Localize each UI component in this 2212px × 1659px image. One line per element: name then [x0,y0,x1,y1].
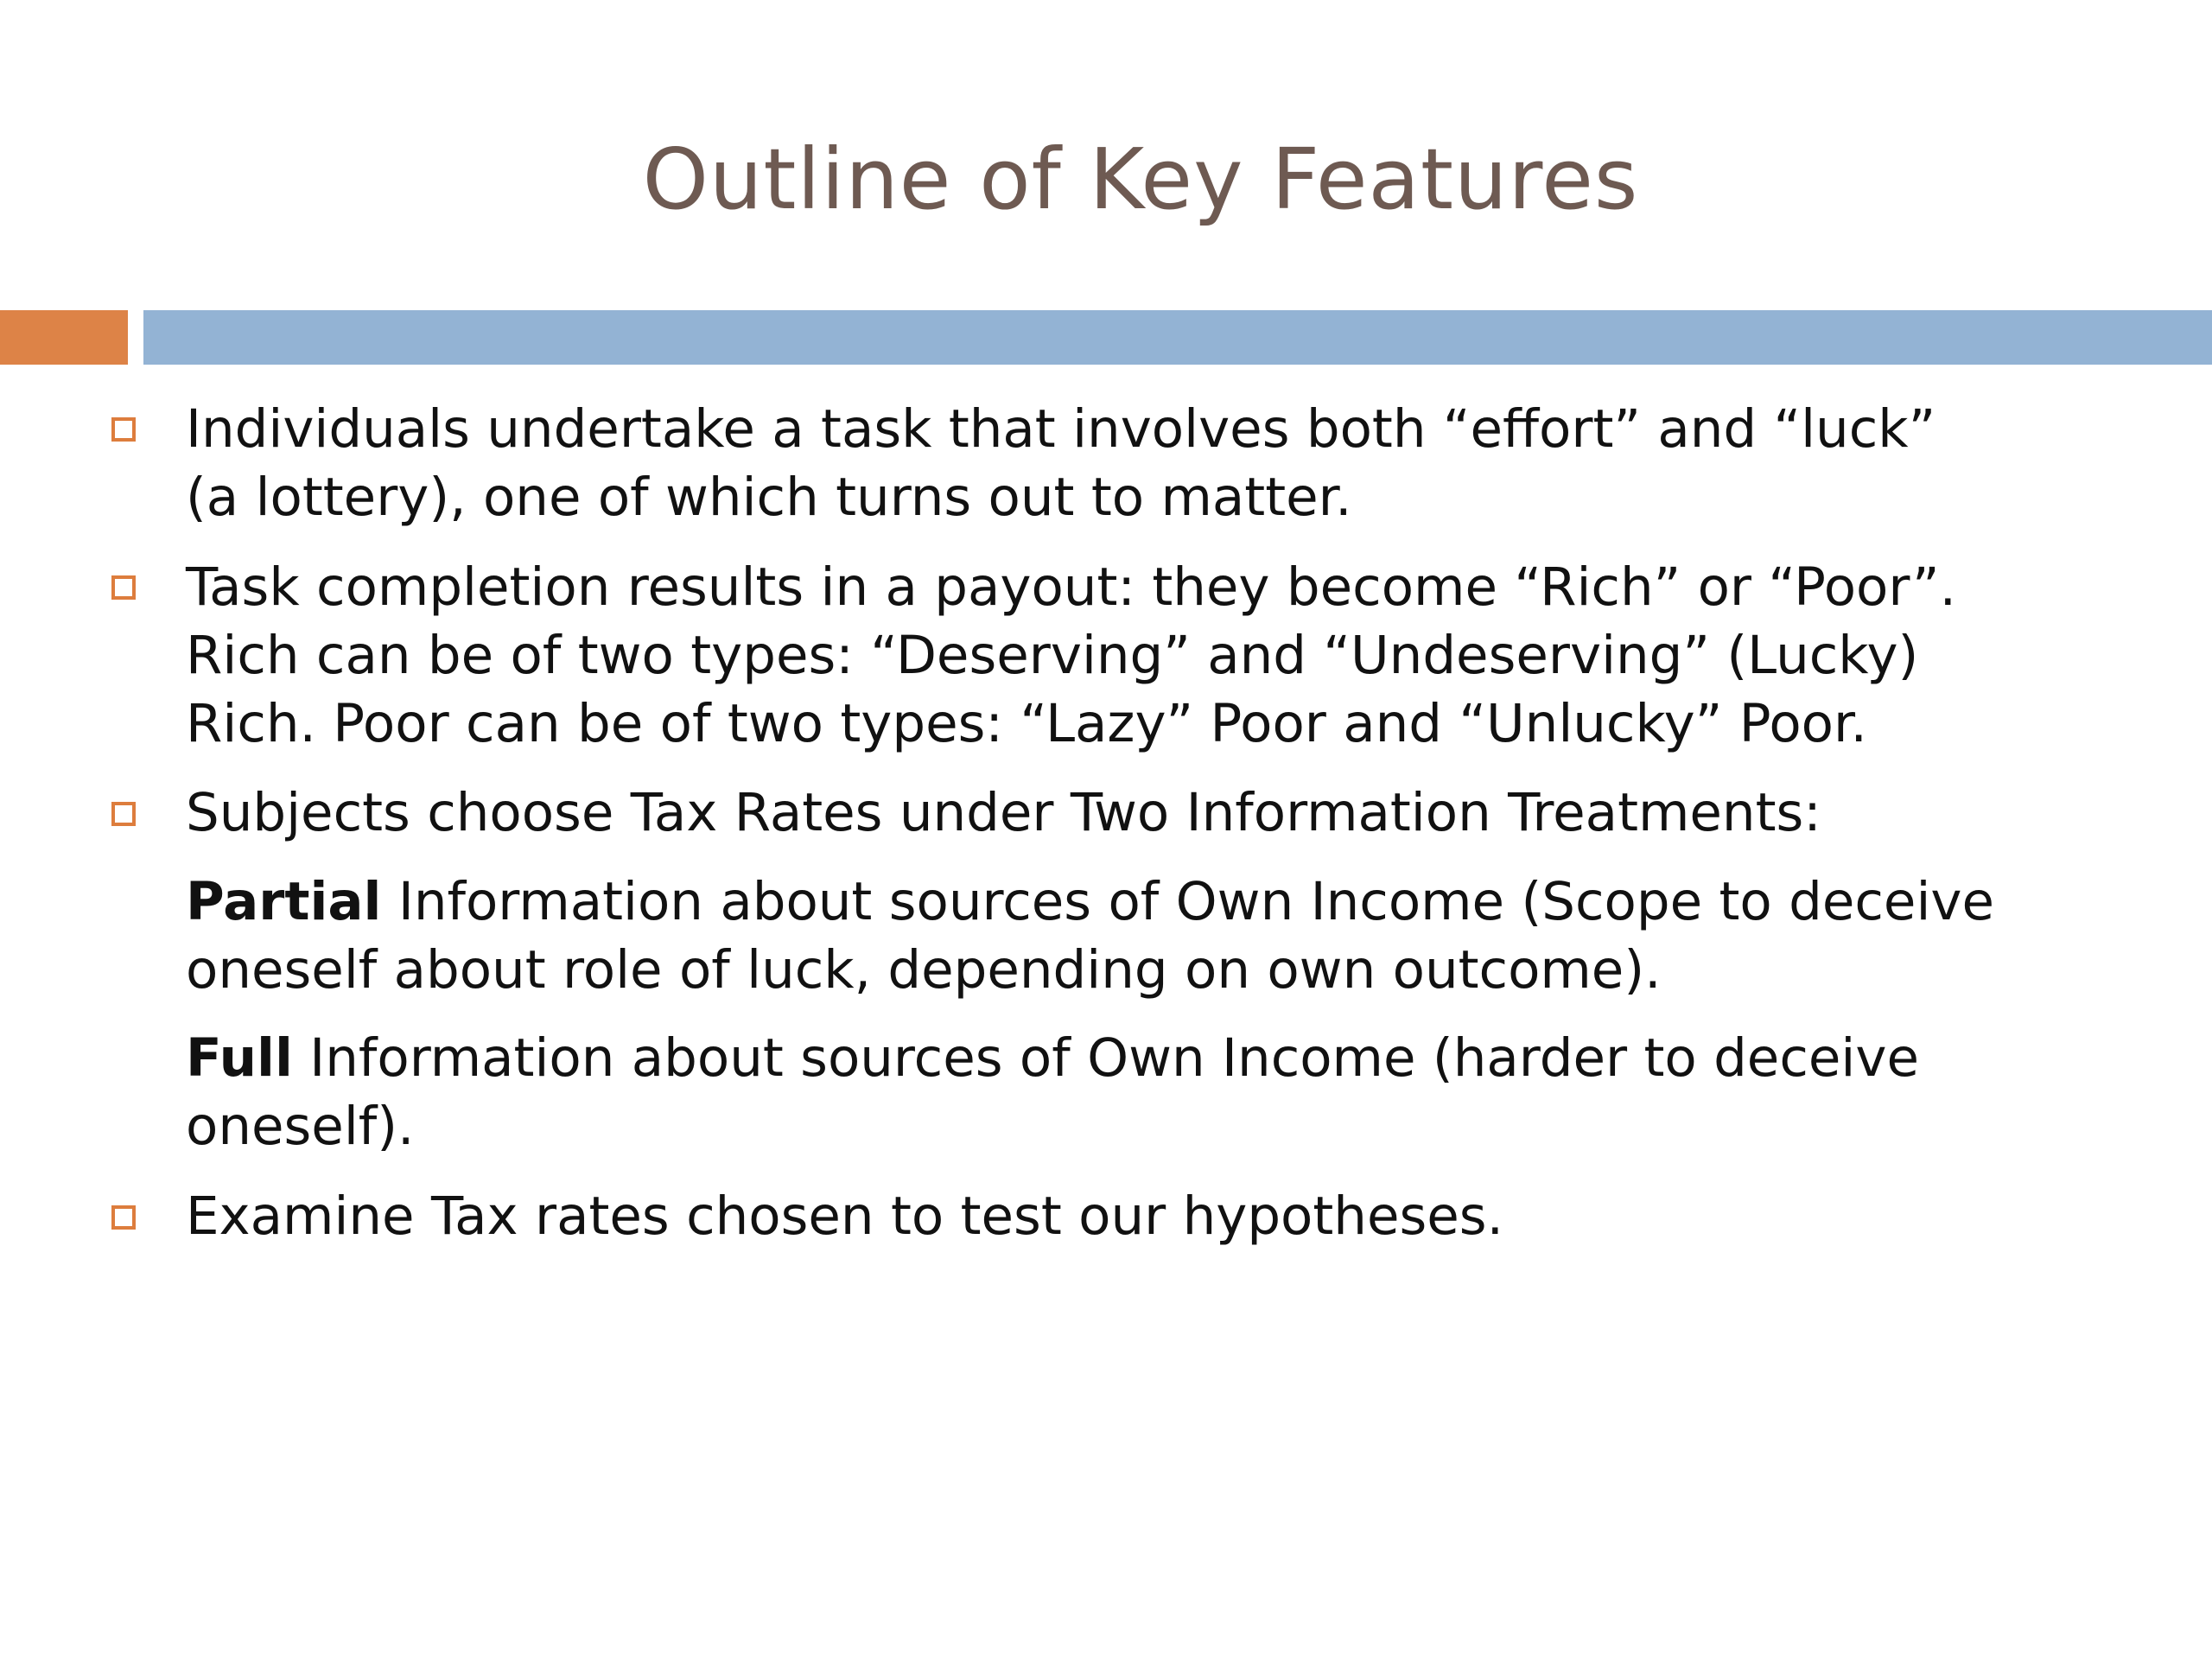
sub-item-partial-information [186,868,2173,1004]
hollow-square-bullet-icon [111,802,136,826]
slide-title: Outline of Key Features [642,130,1639,228]
bullet-item-payout [186,553,2173,758]
sub-item-line: oneself). [186,1096,415,1157]
bullet-line: Rich can be of two types: “Deserving” and “Undeserving” (Lucky) [186,625,1919,686]
sub-item-line [186,868,2173,936]
bullet-line: Task completion results in a payout: they become “Rich” or “Poor”. [186,556,1957,618]
sub-item-full-information [186,1024,2173,1160]
sub-item-text: Information about sources of Own Income (harder to deceive [292,1027,1919,1089]
sub-item-text: Information about sources of Own Income (Scope to deceive [381,871,1995,932]
hollow-square-bullet-icon [111,1205,136,1230]
bullet-line: Examine Tax rates chosen to test our hypotheses. [186,1185,1503,1247]
sub-item-line [186,1024,2173,1092]
bullet-item-task [186,395,2173,531]
bullet-line: Rich. Poor can be of two types: “Lazy” Poor and “Unlucky” Poor. [186,693,1867,754]
bullet-item-tax-rates [186,779,2173,847]
bullet-line: (a lottery), one of which turns out to matter. [186,467,1352,528]
bullet-line: Subjects choose Tax Rates under Two Information Treatments: [186,782,1821,843]
sub-item-keyword: Full [186,1027,293,1089]
bullet-line: Individuals undertake a task that involves both “effort” and “luck” [186,398,1936,460]
hollow-square-bullet-icon [111,417,136,442]
sub-item-keyword: Partial [186,871,382,932]
bullet-item-examine [186,1182,2173,1250]
hollow-square-bullet-icon [111,575,136,600]
sub-item-line: oneself about role of luck, depending on own outcome). [186,939,1662,1001]
